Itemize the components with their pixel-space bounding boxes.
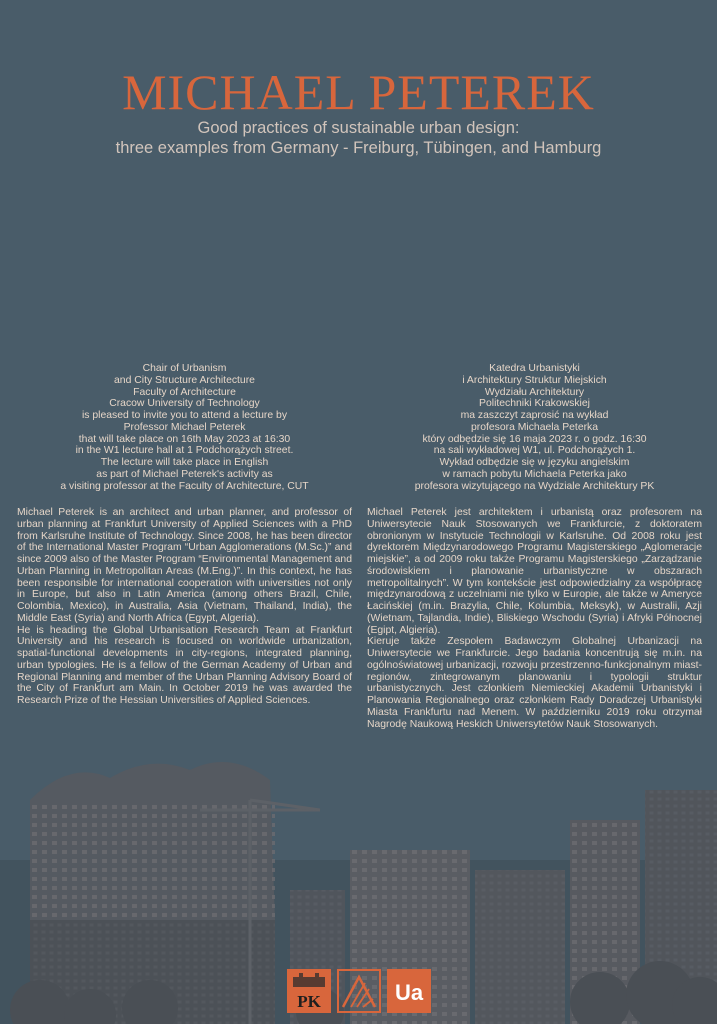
invitation-line: is pleased to invite you to attend a lecture by xyxy=(81,410,288,421)
polish-invitation xyxy=(367,363,702,507)
invitation-line: i Architektury Struktur Miejskich xyxy=(462,374,607,386)
invitation-line: that will take place on 16th May 2023 at 16:30 xyxy=(78,433,291,445)
invitation-line: a visiting professor at the Faculty of Architecture, CUT xyxy=(60,480,309,492)
lecture-subtitle xyxy=(0,118,717,158)
subtitle-line: three examples from Germany - Freiburg, Tübingen, and Hamburg xyxy=(115,139,602,157)
invitation-line: Katedra Urbanistyki xyxy=(489,363,580,374)
english-column xyxy=(17,363,352,707)
invitation-line: Cracow University of Technology xyxy=(109,398,260,410)
invitation-line: and City Structure Architecture xyxy=(114,374,255,386)
english-invitation xyxy=(17,363,352,507)
bio-paragraph: He is heading the Global Urbanisation Research Team at Frankfurt University and his research is focused on worldwide urbanization, spatial-functional developments in city-regions, integrated planning, urban typologies. He is a fellow of the German Academy of Urban and Regional Planning and member of the Urban Planning Advisory Board of the City of Frankfurt am Main. In October 2019 he was awarded the Research Prize of the Hessian Universities of Applied Sciences. xyxy=(17,624,352,706)
pk-logo-text: PK xyxy=(297,992,321,1011)
invitation-line: który odbędzie się 16 maja 2023 r. o godz. 16:30 xyxy=(422,433,647,445)
invitation-line: as part of Michael Peterek's activity as xyxy=(96,468,273,480)
subtitle-line: Good practices of sustainable urban design: xyxy=(197,119,520,137)
institution-logos xyxy=(287,969,432,1014)
invitation-line: Faculty of Architecture xyxy=(133,386,236,398)
invitation-line: Politechniki Krakowskiej xyxy=(479,398,590,410)
invitation-line: Wydziału Architektury xyxy=(484,386,585,398)
invitation-line: Chair of Urbanism xyxy=(142,363,227,374)
bio-paragraph: Kieruje także Zespołem Badawczym Globalnej Urbanizacji na Uniwersytecie we Frankfurcie. Jego badania koncentrują się m.in. na ogólnoświatowej urbanizacji, rozwoju przestrzenno-funkcjonalnym miast-regionów, zintegrowanym planowaniu i typologii struktur urbanistycznych. Jest członkiem Niemieckiej Akademii Urbanistyki i Planowania Regionalnego oraz członkiem Rady Doradczej Urbanistyki Miasta Frankfurtu nad Menem. W październiku 2019 roku otrzymał Nagrodę Naukową Heskich Uniwersytetów Nauk Stosowanych. xyxy=(367,636,702,730)
ua-logo-text: Ua xyxy=(394,980,424,1005)
invitation-line: Professor Michael Peterek xyxy=(123,421,246,433)
invitation-line: ma zaszczyt zaprosić na wykład xyxy=(460,410,609,421)
invitation-line: w ramach pobytu Michaela Peterka jako xyxy=(442,468,627,480)
invitation-line: Wykład odbędzie się w języku angielskim xyxy=(439,457,630,468)
bio-paragraph: Michael Peterek is an architect and urban planner, and professor of urban planning at Frankfurt University of Applied Sciences with a PhD from Karlsruhe Institute of Technology. Since 2008, he has been director of the International Master Program “Urban Agglomerations (M.Sc.)” and since 2009 also of the Master Program “Environmental Management and Urban Planning in Metropolitan Areas (M.Eng.)”. In this context, he has been responsible for international cooperation with universities not only in Europe, but also in Latin America (among others Brazil, Chile, Colombia, Mexico), in Australia, Asia (Vietnam, Thailand, India), the Middle East (Syria) and North Africa (Egypt, Algeria). xyxy=(17,507,352,624)
bio-paragraph: Michael Peterek jest architektem i urbanistą oraz profesorem na Uniwersytecie Nauk Stosowanych we Frankfurcie, z doktoratem obronionym w Instytucie Technologii w Karlsruhe. Od 2008 roku jest dyrektorem Międzynarodowego Programu Magisterskiego „Aglomeracje miejskie”, a od 2009 roku także Programu Magisterskiego „Zarządzanie środowiskiem i planowanie urbanistyczne w obszarach metropolitalnych”. W tym kontekście jest odpowiedzialny za współpracę międzynarodową z uczelniami nie tylko w Europie, ale także w Ameryce Łacińskiej (m.in. Brazylia, Chile, Kolumbia, Meksyk), w Australii, Azji (Wietnam, Tajlandia, Indie), Bliskiego Wschodu (Syria) i Afryki Północnej (Egipt, Algieria). xyxy=(367,507,702,636)
polish-column xyxy=(367,363,702,730)
invitation-line: profesora Michaela Peterka xyxy=(470,421,599,433)
architecture-faculty-logo-icon xyxy=(337,969,381,1013)
pk-university-logo-icon xyxy=(287,969,331,1013)
page-title: MICHAEL PETEREK xyxy=(122,64,595,120)
polish-biography xyxy=(367,507,702,730)
urban-agglomerations-logo-icon xyxy=(387,969,431,1013)
invitation-line: The lecture will take place in English xyxy=(100,457,269,468)
invitation-line: profesora wizytującego na Wydziale Architektury PK xyxy=(414,480,655,492)
english-biography xyxy=(17,507,352,707)
invitation-line: na sali wykładowej W1, ul. Podchorążych 1. xyxy=(433,445,636,457)
invitation-line: in the W1 lecture hall at 1 Podchorążych street. xyxy=(75,445,294,457)
